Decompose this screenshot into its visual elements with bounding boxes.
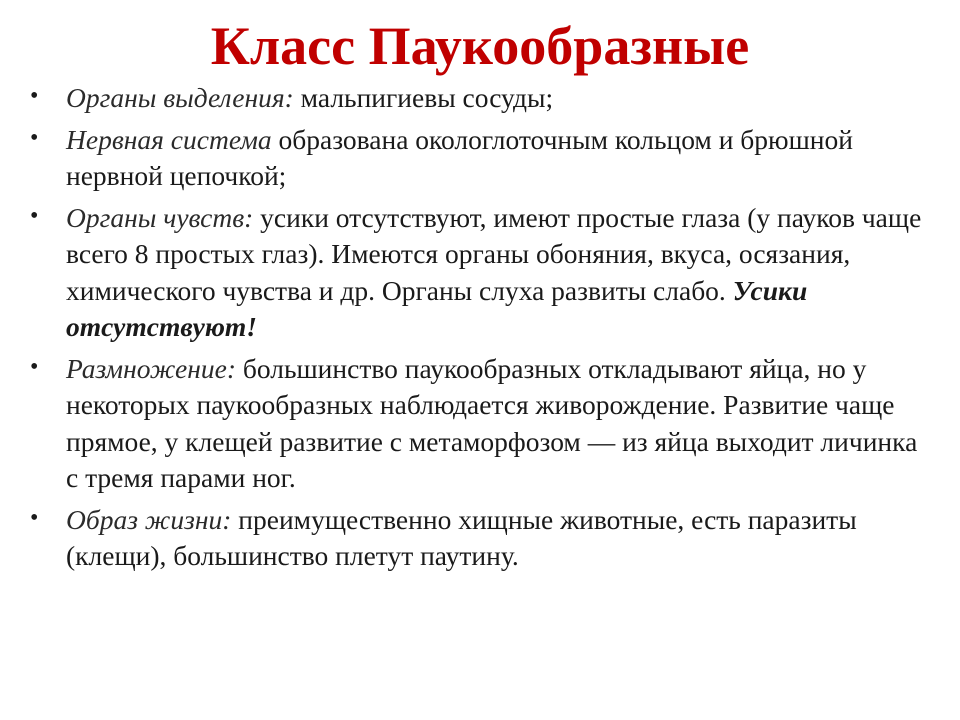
bullet-text: преимущественно хищные животные, есть паразиты (клещи), большинство плетут паутину.	[66, 503, 857, 571]
bullet-text: образована окологлоточным кольцом и брюшной нервной цепочкой;	[66, 123, 853, 191]
bullet-text: усики отсутствуют, имеют простые глаза (у пауков чаще всего 8 простых глаз). Имеются органы обоняния, вкуса, осязания, химического чувства и др. Органы слуха развиты слабо.	[66, 201, 922, 306]
bullet-term: Размножение:	[66, 352, 236, 384]
bullet-text: мальпигиевы сосуды;	[293, 82, 554, 113]
bullet-marker: •	[30, 504, 39, 531]
bullet-nervous-system	[30, 122, 930, 195]
slide-title: Класс Паукообразные	[210, 16, 750, 76]
bullet-term: Органы выделения:	[66, 82, 294, 113]
bullet-text: большинство паукообразных откладывают яйца, но у некоторых паукообразных наблюдается живорождение. Развитие чаще прямое, у клещей развитие с метаморфозом — из яйца выходит личинка с тремя парами ног.	[66, 352, 918, 493]
bullet-list	[30, 80, 930, 580]
bullet-marker: •	[30, 124, 39, 151]
bullet-emphasis: Усики отсутствуют!	[66, 274, 808, 342]
bullet-reproduction	[30, 351, 930, 497]
bullet-sense-organs	[30, 200, 930, 346]
bullet-marker: •	[30, 83, 39, 109]
bullet-lifestyle	[30, 502, 930, 575]
bullet-excretory-organs	[30, 80, 930, 117]
bullet-term: Органы чувств:	[66, 201, 254, 233]
bullet-marker: •	[30, 353, 39, 380]
bullet-marker: •	[30, 202, 39, 229]
bullet-term: Нервная система	[66, 123, 272, 155]
bullet-term: Образ жизни:	[66, 503, 232, 535]
